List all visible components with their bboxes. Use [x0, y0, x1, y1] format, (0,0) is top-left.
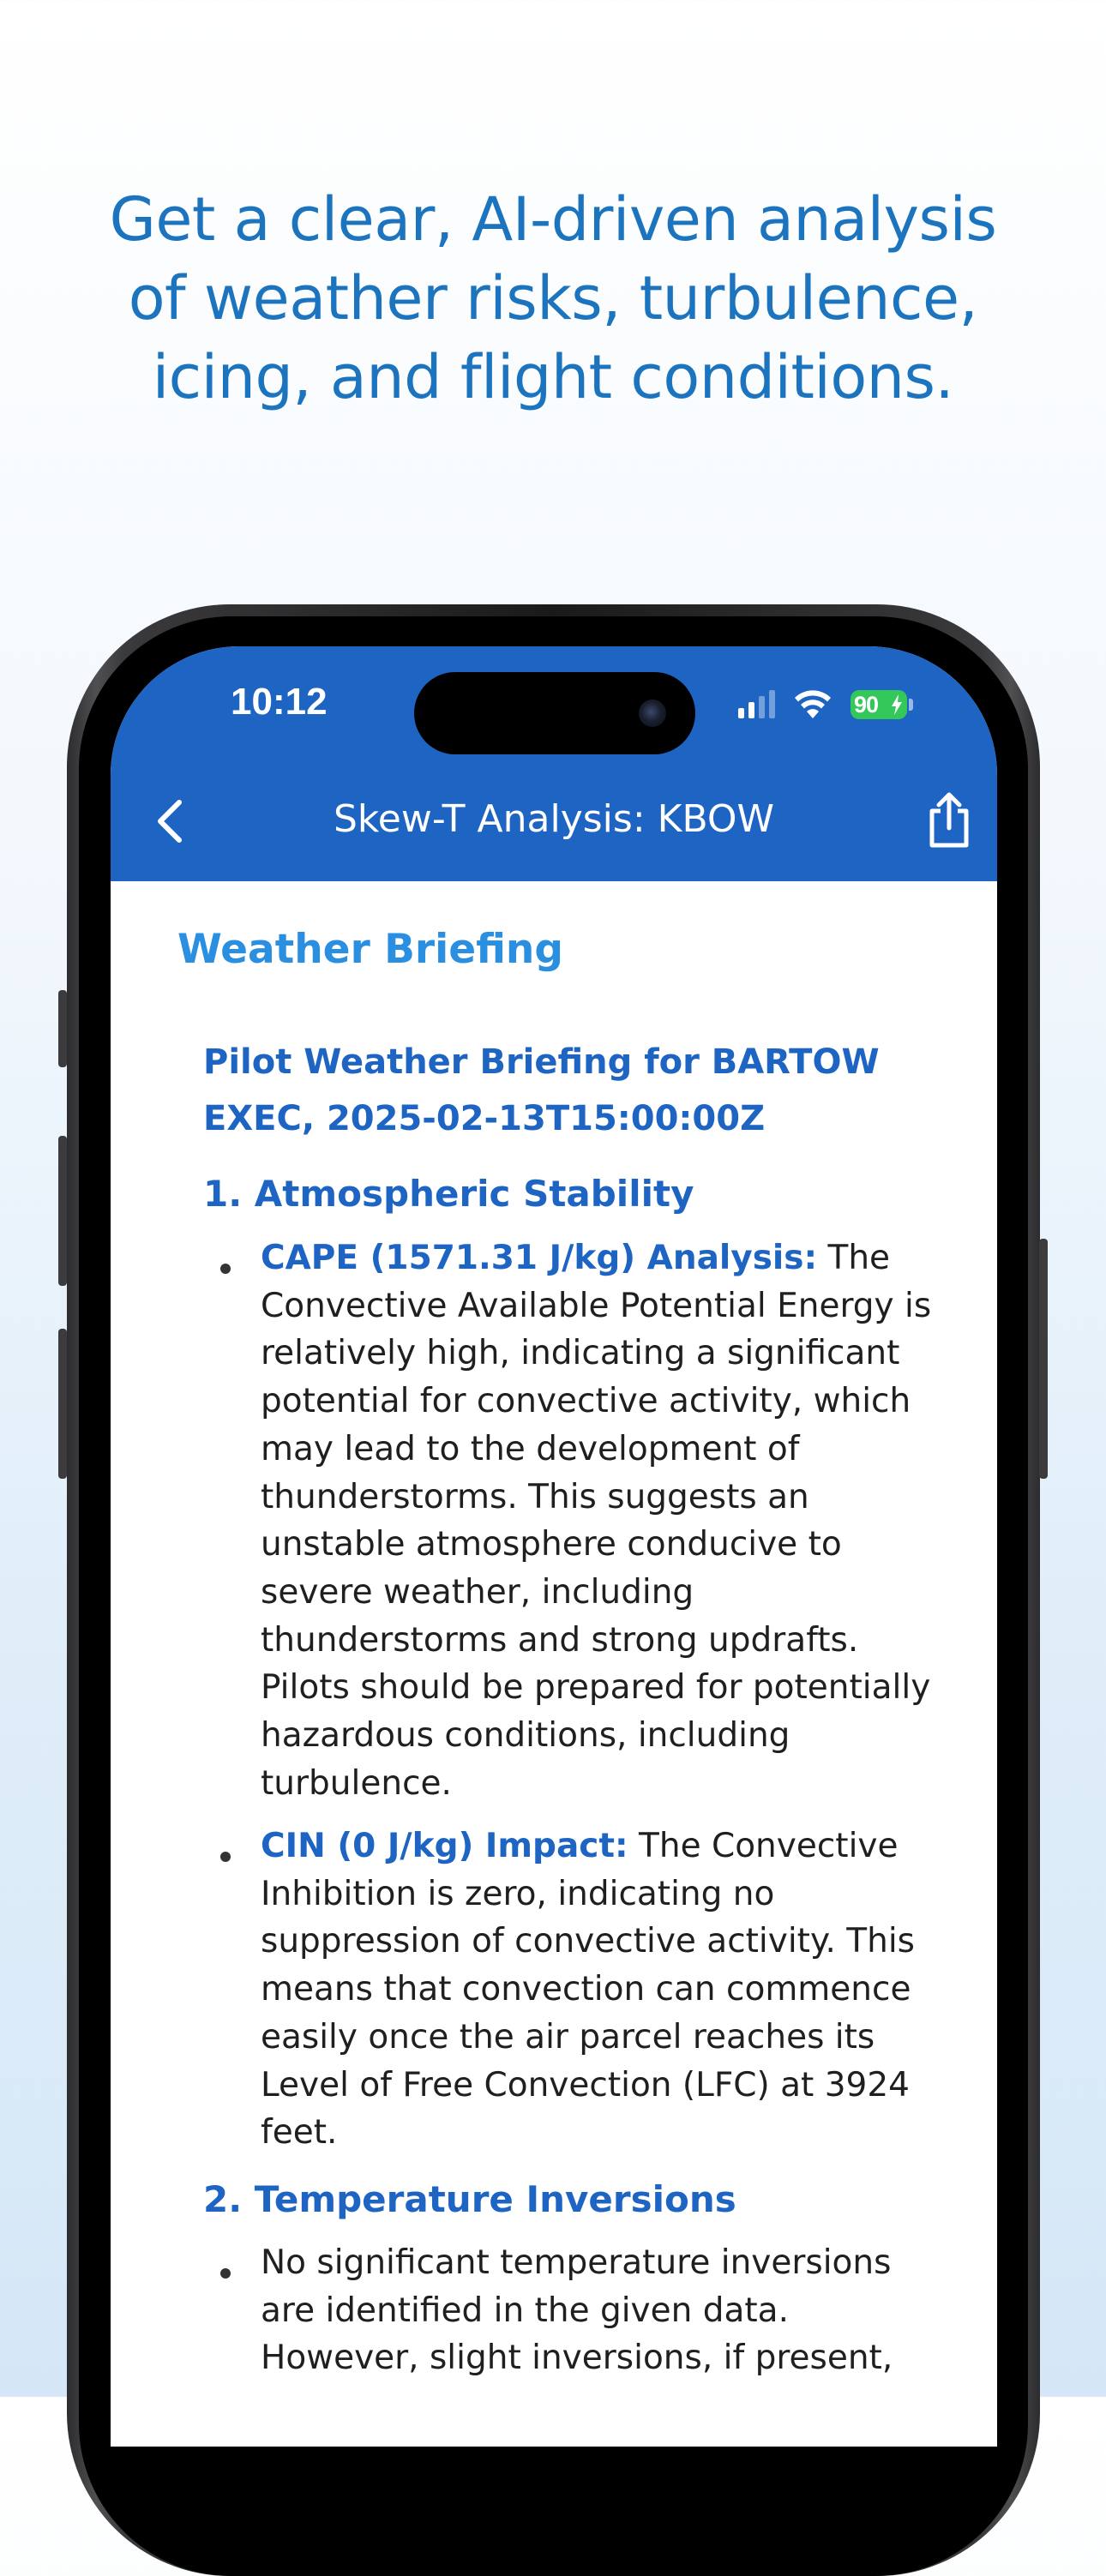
cape-analysis-item	[261, 1234, 947, 1807]
cin-impact-item	[261, 1822, 947, 2157]
bullet-dot	[220, 2268, 231, 2279]
atmospheric-stability-heading: 1. Atmospheric Stability	[203, 1173, 694, 1215]
briefing-title	[203, 1034, 941, 1147]
battery-level: 90	[854, 692, 879, 718]
headline-line-1: Get a clear, AI-driven analysis	[109, 184, 997, 255]
phone-screen	[111, 646, 997, 2447]
dynamic-island	[414, 672, 695, 754]
front-camera-icon	[639, 700, 666, 727]
bullet-dot	[220, 1852, 231, 1862]
phone-action-button	[58, 990, 67, 1067]
cellular-signal-icon	[738, 691, 775, 718]
headline-line-3: icing, and flight conditions.	[152, 342, 954, 412]
briefing-title-line-2: EXEC, 2025-02-13T15:00:00Z	[203, 1099, 766, 1138]
cin-impact-text: The Convective Inhibition is zero, indicating no suppression of convective activity. This means that convection can commence easily once the air parcel reaches its Level of Free Convection (LFC) at 3924 feet.	[261, 1827, 915, 2153]
battery-cap	[909, 699, 913, 711]
marketing-headline	[0, 180, 1106, 417]
inversions-item: No significant temperature inversions are identified in the given data. However, slight inversions, if present,	[261, 2243, 893, 2378]
wifi-icon	[794, 690, 832, 719]
share-icon[interactable]	[923, 790, 975, 850]
bullet-dot	[220, 1264, 231, 1274]
phone-volume-up-button	[58, 1136, 67, 1286]
app-header	[111, 646, 997, 881]
phone-volume-down-button	[58, 1329, 67, 1479]
briefing-title-line-1: Pilot Weather Briefing for BARTOW	[203, 1042, 880, 1082]
phone-power-button	[1039, 1239, 1048, 1479]
cin-impact-label: CIN (0 J/kg) Impact:	[261, 1827, 628, 1865]
headline-line-2: of weather risks, turbulence,	[128, 263, 978, 333]
charging-bolt-icon	[891, 694, 903, 715]
status-icons	[738, 688, 913, 722]
nav-title: Skew-T Analysis: KBOW	[333, 797, 775, 841]
section-title: Weather Briefing	[177, 926, 564, 973]
temperature-inversions-heading: 2. Temperature Inversions	[203, 2178, 736, 2220]
analysis-content[interactable]	[111, 881, 997, 2447]
cape-analysis-text: The Convective Available Potential Energy is relatively high, indicating a significant potential for convective activity, which may lead to the development of thunderstorms. This suggests an unstable atmosphere conducive to severe weather, including thunderstorms and strong updrafts. Pilots should be prepared for potentially hazardous conditions, including turbulence.	[261, 1239, 932, 1803]
cape-analysis-label: CAPE (1571.31 J/kg) Analysis:	[261, 1239, 818, 1277]
battery-indicator	[851, 690, 907, 719]
status-time: 10:12	[231, 681, 328, 723]
